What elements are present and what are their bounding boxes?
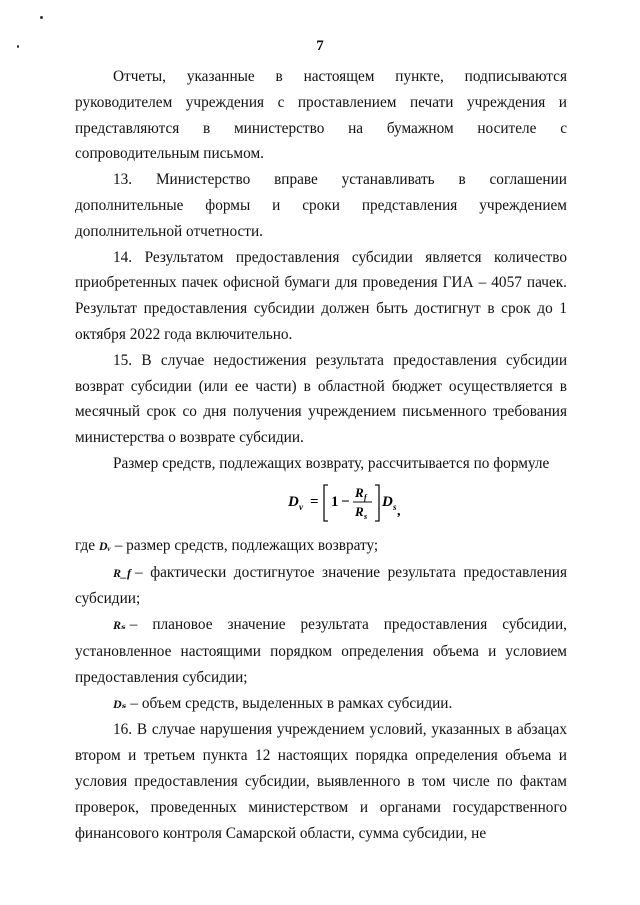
formula-graphic	[288, 477, 428, 533]
symbol-rs: Rₛ	[113, 618, 126, 633]
formula-denominator-sub: s	[364, 511, 368, 521]
formula-lhs: D	[288, 493, 299, 510]
refund-formula	[75, 477, 567, 533]
definition-rf-text: – фактически достигнутое значение результата предоставления субсидии;	[75, 563, 567, 608]
formula-lhs-sub: v	[299, 501, 303, 512]
definition-rf	[75, 560, 567, 613]
page-number: 7	[316, 38, 324, 54]
definition-rs-text: – плановое значение результата предоставления субсидии, установленное настоящими порядком определения объема и условием предоставления субсидии;	[75, 616, 567, 686]
definition-dv	[75, 533, 567, 560]
formula-comma: ,	[397, 503, 401, 519]
definition-rs	[75, 612, 567, 690]
document-body	[75, 64, 567, 846]
formula-denominator: R	[355, 503, 364, 519]
formula-rhs-sub: s	[393, 501, 397, 512]
paragraph-16: 16. В случае нарушения учреждением условий, указанных в абзацах втором и третьем пункта 12 настоящих порядка определения объема и условия предоставления субсидии, выявленного в том числе по фактам проверок, проведенных министерством и органами государственного финансового контроля Самарской области, сумма субсидии, не	[75, 721, 567, 842]
formula-numerator-sub: f	[364, 492, 367, 502]
formula-equals: =	[310, 493, 319, 510]
formula-one: 1	[331, 493, 339, 510]
right-bracket	[375, 485, 379, 521]
left-bracket	[324, 485, 328, 521]
formula-intro: Размер средств, подлежащих возврату, рассчитывается по формуле	[113, 454, 550, 472]
symbol-rf: R_f	[113, 565, 131, 580]
definition-ds	[75, 691, 567, 718]
formula-rhs: D	[382, 493, 393, 510]
paragraph-reports: Отчеты, указанные в настоящем пункте, подписываются руководителем учреждения с проставлением печати учреждения и представляются в министерство на бумажном носителе с сопроводительным письмом.	[75, 68, 567, 163]
paragraph-14: 14. Результатом предоставления субсидии является количество приобретенных пачек офисной бумаги для проведения ГИА – 4057 пачек. Результат предоставления субсидии должен быть достигнут в срок до 1 октября 2022 года включительно.	[75, 248, 567, 343]
definition-prefix: где	[75, 536, 96, 554]
symbol-ds: Dₛ	[113, 696, 127, 711]
formula-minus: −	[341, 493, 350, 510]
definition-ds-text: – объем средств, выделенных в рамках субсидии.	[130, 694, 453, 712]
symbol-dv: Dᵥ	[98, 538, 111, 553]
paragraph-13: 13. Министерство вправе устанавливать в соглашении дополнительные формы и сроки представления учреждением дополнительной отчетности.	[75, 171, 567, 240]
scan-mark	[40, 16, 43, 19]
formula-numerator: R	[355, 484, 364, 500]
definition-dv-text: – размер средств, подлежащих возврату;	[114, 536, 379, 554]
paragraph-15: 15. В случае недостижения результата предоставления субсидии возврат субсидии (или ее части) в областной бюджет осуществляется в месячный срок со дня получения учреждением письменного требования министерства о возврате субсидии.	[75, 351, 567, 447]
